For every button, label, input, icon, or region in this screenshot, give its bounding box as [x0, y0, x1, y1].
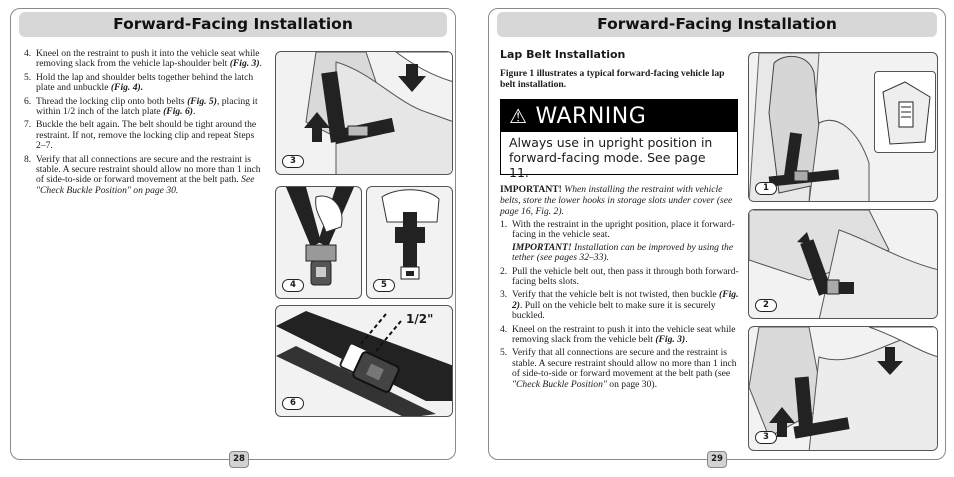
figure-reference: (Fig. 6)	[163, 106, 193, 118]
measurement-callout: 1/2"	[406, 312, 434, 326]
right-page	[488, 8, 946, 464]
left-page	[10, 8, 456, 464]
important-note	[500, 184, 740, 217]
figure-number-badge: 3	[755, 431, 777, 444]
page-number: 29	[707, 451, 727, 468]
warning-box	[500, 99, 738, 180]
figure-5-illustration	[366, 186, 453, 299]
instruction-list	[500, 220, 740, 393]
step-important-note	[512, 243, 740, 264]
important-text: When installing the restraint with vehicle belts, store the lower hooks in storage slots under cover (see page 16, Fig. 2).	[500, 184, 733, 217]
step-text: Kneel on the restraint to push it into the vehicle seat while removing slack from the vehicle lap-shoulder belt	[36, 48, 260, 70]
inset-detail-box	[874, 71, 936, 153]
step-text: Hold the lap and shoulder belts together behind the latch plate and unbuckle	[36, 71, 254, 94]
figure-number-badge: 2	[755, 299, 777, 312]
important-text: Installation can be improved by using the tether (see pages 32–33).	[512, 241, 734, 264]
step-text: Verify that all connections are secure and the restraint is stable. A secure restraint should allow no more than 1 inch of side-to-side or forward movement at the belt path (see	[512, 347, 737, 380]
figure-number-badge: 3	[282, 155, 304, 168]
step-number: 4.	[24, 48, 32, 59]
step-text: Thread the locking clip onto both belts	[36, 95, 188, 107]
step-number: 1.	[500, 219, 508, 230]
figure-reference: (Fig. 3)	[655, 334, 686, 346]
important-label: IMPORTANT!	[500, 184, 562, 195]
step-number: 5.	[500, 347, 508, 359]
figure-reference: (Fig. 5)	[187, 95, 217, 107]
step-text: .	[192, 106, 196, 118]
figure-6-illustration	[275, 305, 453, 417]
step-text: Kneel on the restraint to push it into the vehicle seat while removing slack from the vehicle belt	[512, 323, 736, 346]
step-text: Verify that the vehicle belt is not twisted, then buckle	[512, 289, 720, 301]
figure-4-illustration	[275, 186, 362, 299]
step-number: 6.	[24, 95, 32, 107]
figure-reference: (Fig. 2)	[512, 289, 739, 311]
figure-number-badge: 4	[282, 279, 304, 292]
warning-text: Always use in upright position in forward-facing mode. See page 11.	[509, 135, 713, 180]
step-text: Pull the vehicle belt out, then pass it through both forward-facing belts slots.	[512, 265, 739, 288]
step-number: 5.	[24, 71, 32, 83]
important-label: IMPORTANT!	[512, 241, 572, 253]
step-text: .	[685, 334, 688, 346]
step-number: 3.	[500, 289, 508, 301]
list-item	[500, 325, 740, 346]
section-heading: Lap Belt Installation	[500, 48, 626, 61]
figure-1-illustration	[748, 52, 938, 202]
warning-heading: WARNING	[535, 103, 647, 129]
figure-reference: (Fig. 4).	[110, 82, 144, 94]
step-text: Buckle the belt again. The belt should be tight around the restraint. If not, remove the locking clip and repeat Steps 2–7.	[36, 119, 257, 152]
list-item	[500, 290, 740, 321]
step-text: .	[259, 58, 262, 70]
page-title: Forward-Facing Installation	[497, 12, 937, 37]
figure-3-illustration	[275, 51, 453, 175]
cross-reference: See "Check Buckle Position" on page 30.	[36, 174, 255, 196]
step-number: 8.	[24, 153, 32, 165]
page-title: Forward-Facing Installation	[19, 12, 447, 37]
list-item	[24, 49, 262, 70]
warning-triangle-icon: ⚠	[509, 104, 528, 128]
figure-number-badge: 6	[282, 397, 304, 410]
instruction-list	[24, 49, 262, 199]
list-item	[24, 120, 262, 151]
step-text: Verify that all connections are secure and the restraint is stable. A secure restraint should allow no more than 1 inch of side-to-side or forward movement at the belt path.	[36, 153, 261, 186]
list-item	[24, 155, 262, 197]
list-item	[24, 73, 262, 94]
figure-3-illustration	[748, 326, 938, 451]
warning-header	[501, 100, 737, 132]
buckle-belt-illustration	[749, 210, 938, 319]
inset-storage-slot-illustration	[875, 72, 937, 154]
list-item	[500, 267, 740, 288]
list-item	[500, 348, 740, 390]
step-number: 7.	[24, 119, 32, 131]
seat-kneel-illustration	[749, 327, 938, 451]
list-item	[24, 97, 262, 118]
step-text: on page 30).	[606, 378, 657, 390]
cross-reference: "Check Buckle Position"	[512, 378, 607, 390]
step-text: , placing it within 1/2 inch of the latch plate	[36, 95, 258, 118]
figure-reference: (Fig. 3)	[229, 58, 260, 70]
list-item	[500, 220, 740, 264]
step-text: With the restraint in the upright position, place it forward-facing in the vehicle seat.	[512, 219, 735, 241]
intro-text: Figure 1 illustrates a typical forward-facing vehicle lap belt installation.	[500, 68, 725, 90]
figure-number-badge: 5	[373, 279, 395, 292]
step-text: . Pull on the vehicle belt to make sure it is securely buckled.	[512, 299, 716, 322]
page-number: 28	[229, 451, 249, 468]
step-number: 2.	[500, 265, 508, 277]
step-number: 4.	[500, 323, 508, 335]
figure-2-illustration	[748, 209, 938, 319]
figure-number-badge: 1	[755, 182, 777, 195]
